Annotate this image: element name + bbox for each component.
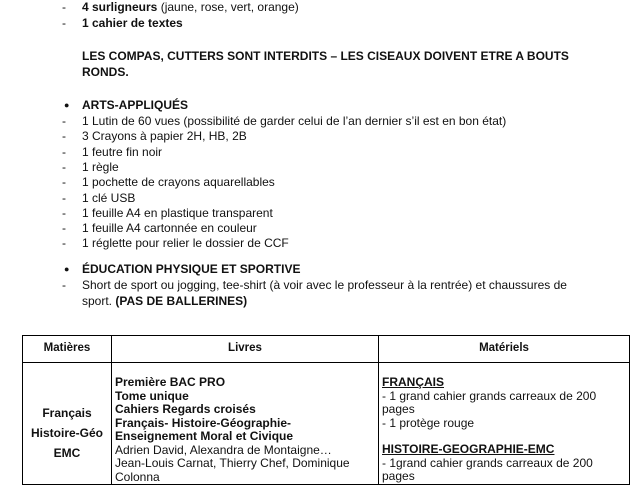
warning-text: LES COMPAS, CUTTERS SONT INTERDITS – LES CISEAUX DOIVENT ETRE A BOUTS	[82, 49, 569, 63]
table-row	[23, 363, 630, 485]
books-table	[22, 335, 630, 485]
header-matieres: Matières	[23, 336, 112, 363]
materials-cell: FRANÇAIS - 1 grand cahier grands carreaux de 200 pages - 1 protège rouge HISTOIRE-GEOGRAPHIE-EMC - 1grand cahier grands carreaux de 200 pages	[379, 363, 630, 485]
warning-text-cont: RONDS.	[82, 65, 129, 79]
books-cell: Première BAC PRO Tome unique Cahiers Regards croisés Français- Histoire-Géographie- Enseignement Moral et Civique Adrien David, Alexandra de Montaigne… Jean-Louis Carnat, Thierry Chef, Dominique Colonna	[112, 363, 379, 485]
table-header	[23, 336, 630, 363]
bullet-icon: ●	[64, 264, 70, 274]
header-materiels: Matériels	[379, 336, 630, 363]
bullet-icon: ●	[64, 100, 70, 110]
header-livres: Livres	[112, 336, 379, 363]
eps-text-cont: sport. (PAS DE BALLERINES)	[82, 294, 248, 308]
subjects-cell: Français Histoire-Géo EMC	[23, 363, 112, 485]
